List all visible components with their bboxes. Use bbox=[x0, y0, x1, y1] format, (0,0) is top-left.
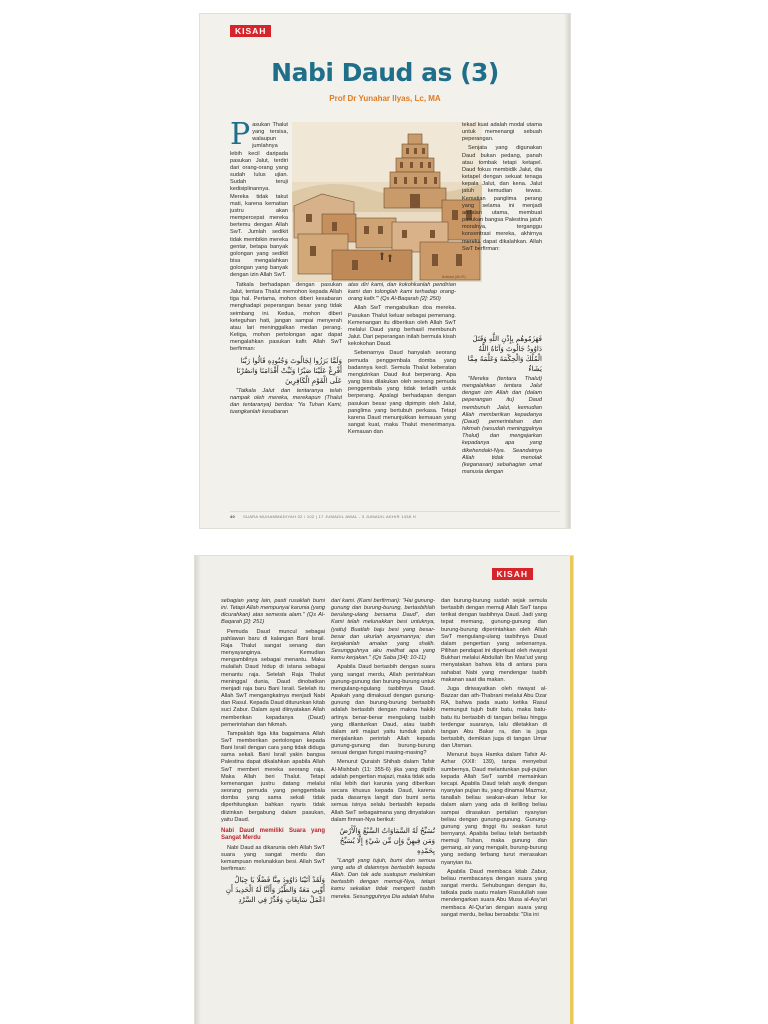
magazine-page-left bbox=[200, 14, 570, 528]
verse-translation: atas diri kami, dan kokohkanlah pendirian kami dan tolonglah kami terhadap orang-orang kafir.'" (Qs Al-Baqarah [2]: 250) bbox=[348, 282, 456, 303]
article-title: Nabi Daud as (3) bbox=[271, 58, 499, 87]
page-footer bbox=[230, 511, 560, 519]
footer-text: SUARA MUHAMMADIYAH 02 / 102 | 17 JUMADIL AWAL - 3 JUMADIL AKHIR 1438 H bbox=[243, 514, 416, 519]
verse-translation: "Mereka (tentara Thalut) mengalahkan tentara Jalut dengan izin Allah dan (dalam peperangan itu) Daud membunuh Jalut, kemudian Allah memberikan kepadanya (Daud) pemerintahan dan hikmah (sesudah meninggalnya Thalut) dan mengajarkan kepadanya apa yang dikehendaki-Nya. Seandainya Allah tidak menolak (keganasan) sebahagian umat manusia dengan bbox=[462, 376, 542, 476]
paragraph: Sebenarnya Daud hanyalah seorang pemuda penggembala domba yang badannya kecil. Semula Thalut keberatan mengizinkan Daud ikut berperang. Apa yang bisa dilakukan oleh seorang pemuda penggembala yang tidak terlatih untuk berperang. Apalagi berhadapan dengan pasukan besar yang dipimpin oleh Jalut, panglima yang bertubuh perkasa. Tetapi karena Daud menunjukkan kemauan yang sangat kuat, maka Thalut menerimanya. Kemauan dan bbox=[348, 350, 456, 436]
paragraph: Senjata yang digunakan Daud bukan pedang, panah atau tombak tetapi ketapel. Daud fokus membidik Jalut, dia ketapel dengan sekuat tenaga kepala Jalut, dan kena. Jalut jatuh kemudian tewas. Kematian panglima perang yang selama ini menjadi andalan utama, membuat pasukan bangsa Palestina jatuh moralnya, terganggu konsentrasi mereka, akhirnya mereka dapat dikalahkan. Allah SwT berfirman: bbox=[462, 145, 542, 252]
paragraph: Menurut buya Hamka dalam Tafsir Al-Azhar (XXII: 139), tanpa menyebut sumbernya, Daud melantunkan puji-pujian kepada Allah SwT sambil memainkan kecapi. Apabila Daud telah asyik dengan nyanyian pujian itu, yang dinamai Mazmur, tanallah beliau seakan-akan lebur ke dalam alam yang ada di keliling beliau sampai dirasakan pertalian nyanyian beliau dengan gunung-gunung. Gunung-gunung yang tinggi itu seakan turut bernyanyi. Apabila beliau telah bertasbih memuji Tuhan, maka gunung dan gemang, air yang mengalir, burung-burung yang sedang terbang turut merasakan nyanyian itu. bbox=[441, 752, 547, 866]
paragraph: Pemuda Daud muncul sebagai pahlawan baru di kalangan Bani Israil. Raja Thalut sangat senang dan menyayanginya. Kemudian mengambilnya sebagai menantu. Maka mulailah Daud hidup di istana sebagai menantu raja. Setelah Raja Thalut meninggal dunia, Daud dinobatkan menjadi raja baru Bani Israil. Setelah itu Allah SwT mengangkatnya menjadi Nabi dan Rasul. Kepada Daud diturunkan kitab suci Zabur. Dalam ayat diinyatakan Allah memberikan kepadanya (Daud) pemerintahan dan hikmah. bbox=[221, 628, 325, 728]
section-heading: Nabi Daud memiliki Suara yang Sangat Merdu bbox=[221, 827, 325, 842]
illustration-caption: ilustrasi (Ah.Ft) bbox=[442, 275, 466, 279]
paragraph: Nabi Daud as dikarunia oleh Allah SwT suara yang sangat merdu dan kemampuan melunakkan besi. Allah SwT berfirman: bbox=[221, 844, 325, 873]
page-edge bbox=[570, 556, 573, 1024]
article-column-1 bbox=[221, 598, 325, 1024]
quran-verse-arabic: تُسَبِّحُ لَهُ السَّمَاوَاتُ السَّبْعُ وَالْأَرْضُ وَمَن فِيهِنَّ وَإِن مِّن شَيْءٍ إِلَّا يُسَبِّحُ بِحَمْدِهِ bbox=[339, 826, 435, 855]
verse-translation: "Tatkala Jalut dan tentaranya telah nampak oleh mereka, merekapun (Thalut dan tentaranya) berdoa: 'Ya Tuhan Kami, tuangkanlah kesabaran bbox=[230, 387, 342, 416]
article-column-3 bbox=[462, 332, 542, 510]
page-number: 40 bbox=[230, 514, 236, 519]
article-column-3-top bbox=[462, 122, 542, 282]
verse-translation: sebagian yang lain, pasti rusaklah bumi ini. Tetapi Allah mempunyai karunia (yang dicurahkan) atas semesta alam." (Qs Al-Baqarah [2]: 251) bbox=[221, 598, 325, 626]
article-column-2 bbox=[348, 282, 456, 508]
paragraph: Apabila Daud membaca kitab Zabur, beliau membacanya dengan suara yang sangat merdu. Sehubungan dengan itu, tatkala pada suatu malam Rasulullah saw mendengarkan suara Abu Musa al-Asy'ari membaca Al-Qur'an dengan suara yang sangat merdu, beliau bersabda: "Dia ini bbox=[441, 868, 547, 918]
section-tag: KISAH bbox=[230, 25, 271, 37]
magazine-page-right bbox=[195, 556, 573, 1024]
quran-verse-arabic: فَهَزَمُوهُم بِإِذْنِ اللَّهِ وَقَتَلَ دَاوُودُ جَالُوتَ وَآتَاهُ اللَّهُ الْمُلْكَ وَالْحِكْمَةَ وَعَلَّمَهُ مِمَّا يَشَاءُ bbox=[467, 335, 542, 373]
section-tag: KISAH bbox=[492, 568, 533, 580]
ancient-city-illustration bbox=[292, 122, 482, 282]
page-gutter bbox=[195, 556, 201, 1024]
article-column-3 bbox=[441, 598, 547, 1024]
page-gutter bbox=[564, 14, 570, 528]
article-column-1-top bbox=[230, 122, 288, 282]
article-author: Prof Dr Yunahar Ilyas, Lc, MA bbox=[329, 94, 441, 103]
paragraph: asukan Thalut yang tersisa, walaupun jumlahnya lebih kecil daripada pasukan Jalut, terdiri dari orang-orang yang sudah lulus ujian. Sudah teruji kedisiplinannya. Mereka tidak takut mati, karena kematian justru akan mempercepat mereka bertemu dengan Allah SwT. Jumlah sedikit tidak membikin mereka gentar, betapa banyak golongan yang sedikit bisa mengalahkan golongan yang banyak dengan izin Allah SwT. bbox=[230, 122, 288, 279]
paragraph: Apabila Daud bertasbih dengan suara yang sangat merdu, Allah perintahkan gunung-gunung dan burung-burung untuk mengulang-ngulang tasbihnya Daud. Apakah yang dimaksud dengan gunung-gunung dan burung-burung bertasbih adalah bertasbih dengan makna hakiki artinya benar-benar mengulang tasbih yang dilantunkan Daud, atau tasbih dalam arti majazi yaitu tunduk patuh menjalankan perintah Allah kepada gunung-gunung dan burung-burung sesuai dengan fungsi masing-masing? bbox=[331, 664, 435, 757]
verse-translation: "Langit yang tujuh, bumi dan semua yang ada di dalamnya bertasbih kepada Allah. Dan tak ada suatupun melainkan bertasbih dengan memuji-Nya, tetapi kamu sekalian tidak mengerti tasbih mereka. Sesungguhnya Dia adalah Maha bbox=[331, 857, 435, 900]
paragraph: dan burung-burung sudah sejak semula bertasbih dengan memuji Allah SwT tanpa terikat dengan tasbihnya Daud. Jadi yang tepat memang, gunung-gunung dan burung-burung diperintahkan oleh Allah SwT mengulang-ulang tasbihnya Daud dalam pengertian yang sebenarnya. Pilihan pendapat ini diperkuat oleh riwayat Bukhari melalui Abdullah Ibn Mas'ud yang menyatakan bahwa kita di antara para sahabat Nabi yang mendengar tasbih makanan saat dia makan. bbox=[441, 598, 547, 683]
article-column-1 bbox=[230, 282, 342, 508]
paragraph: Tatkala berhadapan dengan pasukan Jalut, tentara Thalut memohon kepada Allah tiga hal. Pertama, mohon diberi kesabaran menghadapi peperangan besar yang tidak seimbang ini. Kedua, mohon diberi keteguhan hati, jangan sampai menyerah atau lari meninggalkan medan perang. Ketiga, mohon pertolongan agar dapat mengalahkan pasukan kafir. Allah SwT berfirman: bbox=[230, 282, 342, 353]
quran-verse-arabic: وَلَقَدْ آتَيْنَا دَاوُودَ مِنَّا فَضْلًا يَا جِبَالُ أَوِّبِي مَعَهُ وَالطَّيْرَ وَأَلَنَّا لَهُ الْحَدِيدَ أَنِ اعْمَلْ سَابِغَاتٍ وَقَدِّرْ فِي السَّرْدِ bbox=[225, 876, 325, 905]
verse-translation: dari kami. (Kami berfirman): "Hai gunung-gunung dan burung-burung, bertasbihlah berulang-ulang bersama Daud", dan Kami telah melunakkan besi untuknya, (yaitu) Buatlah baju besi yang besar-besar dan ukurlah anyamannya; dan kerjakanlah amalan yang shalih. Sesungguhnya aku melihat apa yang kamu kerjakan." (Qs Saba [34]: 10-11) bbox=[331, 598, 435, 662]
paragraph: Menurut Quraish Shihab dalam Tafsir Al-Mishbah (11: 355-6) jika yang dipilih adalah pengertian majazi, maka tidak ada nilai lebih dari karunia yang diberikan secara khusus kepada Daud, karena pada dasarnya langit dan bumi serta semua isinya selalu bertasbih kepada Allah SwT sebagaimana yang dinyatakan dalam firman-Nya berikut: bbox=[331, 759, 435, 823]
paragraph: Juga diriwayatkan oleh riwayat al-Bazzar dan ath-Thabrani melalui Abu Dzar RA, bahwa pada suatu ketika Rasul memungut tujuh butir batu, maka batu-batu itu bertasbih di tangan beliau hingga terdengar suaranya, lalu diletakkan di tangan Abu Bakar ra, dan ia juga bertasbih, demikian juga di tangan Umar dan Utsman. bbox=[441, 685, 547, 750]
drop-cap: P bbox=[230, 122, 251, 152]
paragraph: Allah SwT mengabulkan doa mereka. Pasukan Thalut keluar sebagai pemenang. Kemenangan itu diberikan oleh Allah SwT melalui Daud yang berhasil membunuh Jalut. Dari peperangan inilah bermula kisah kekokohan Daud. bbox=[348, 305, 456, 348]
quran-verse-arabic: وَلَمَّا بَرَزُوا لِجَالُوتَ وَجُنُودِهِ قَالُوا رَبَّنَا أَفْرِغْ عَلَيْنَا صَبْرًا وَثَبِّتْ أَقْدَامَنَا وَانصُرْنَا عَلَى الْقَوْمِ الْكَافِرِينَ bbox=[236, 356, 342, 385]
article-column-2 bbox=[331, 598, 435, 1024]
paragraph: Tampaklah tiga kita bagaimana Allah SwT memberikan pertolongan kepada Bani Israil dengan cara yang tidak diduga sama sekali. Bani Israil yakin bangsa Palestina dapat dikalahkan apabila Allah SwT memberi mereka seorang raja. Maka Allah beri Thalut. Tetapi kemenangan justru datang melalui seorang pemuda yang penggembala domba yang sama sekali tidak diperhitungkan bahkan nyaris tidak diizinkan bergabung dalam pasukan, yaitu Daud. bbox=[221, 730, 325, 823]
paragraph: tekad kuat adalah modal utama untuk memenangi sebuah peperangan. bbox=[462, 122, 542, 143]
